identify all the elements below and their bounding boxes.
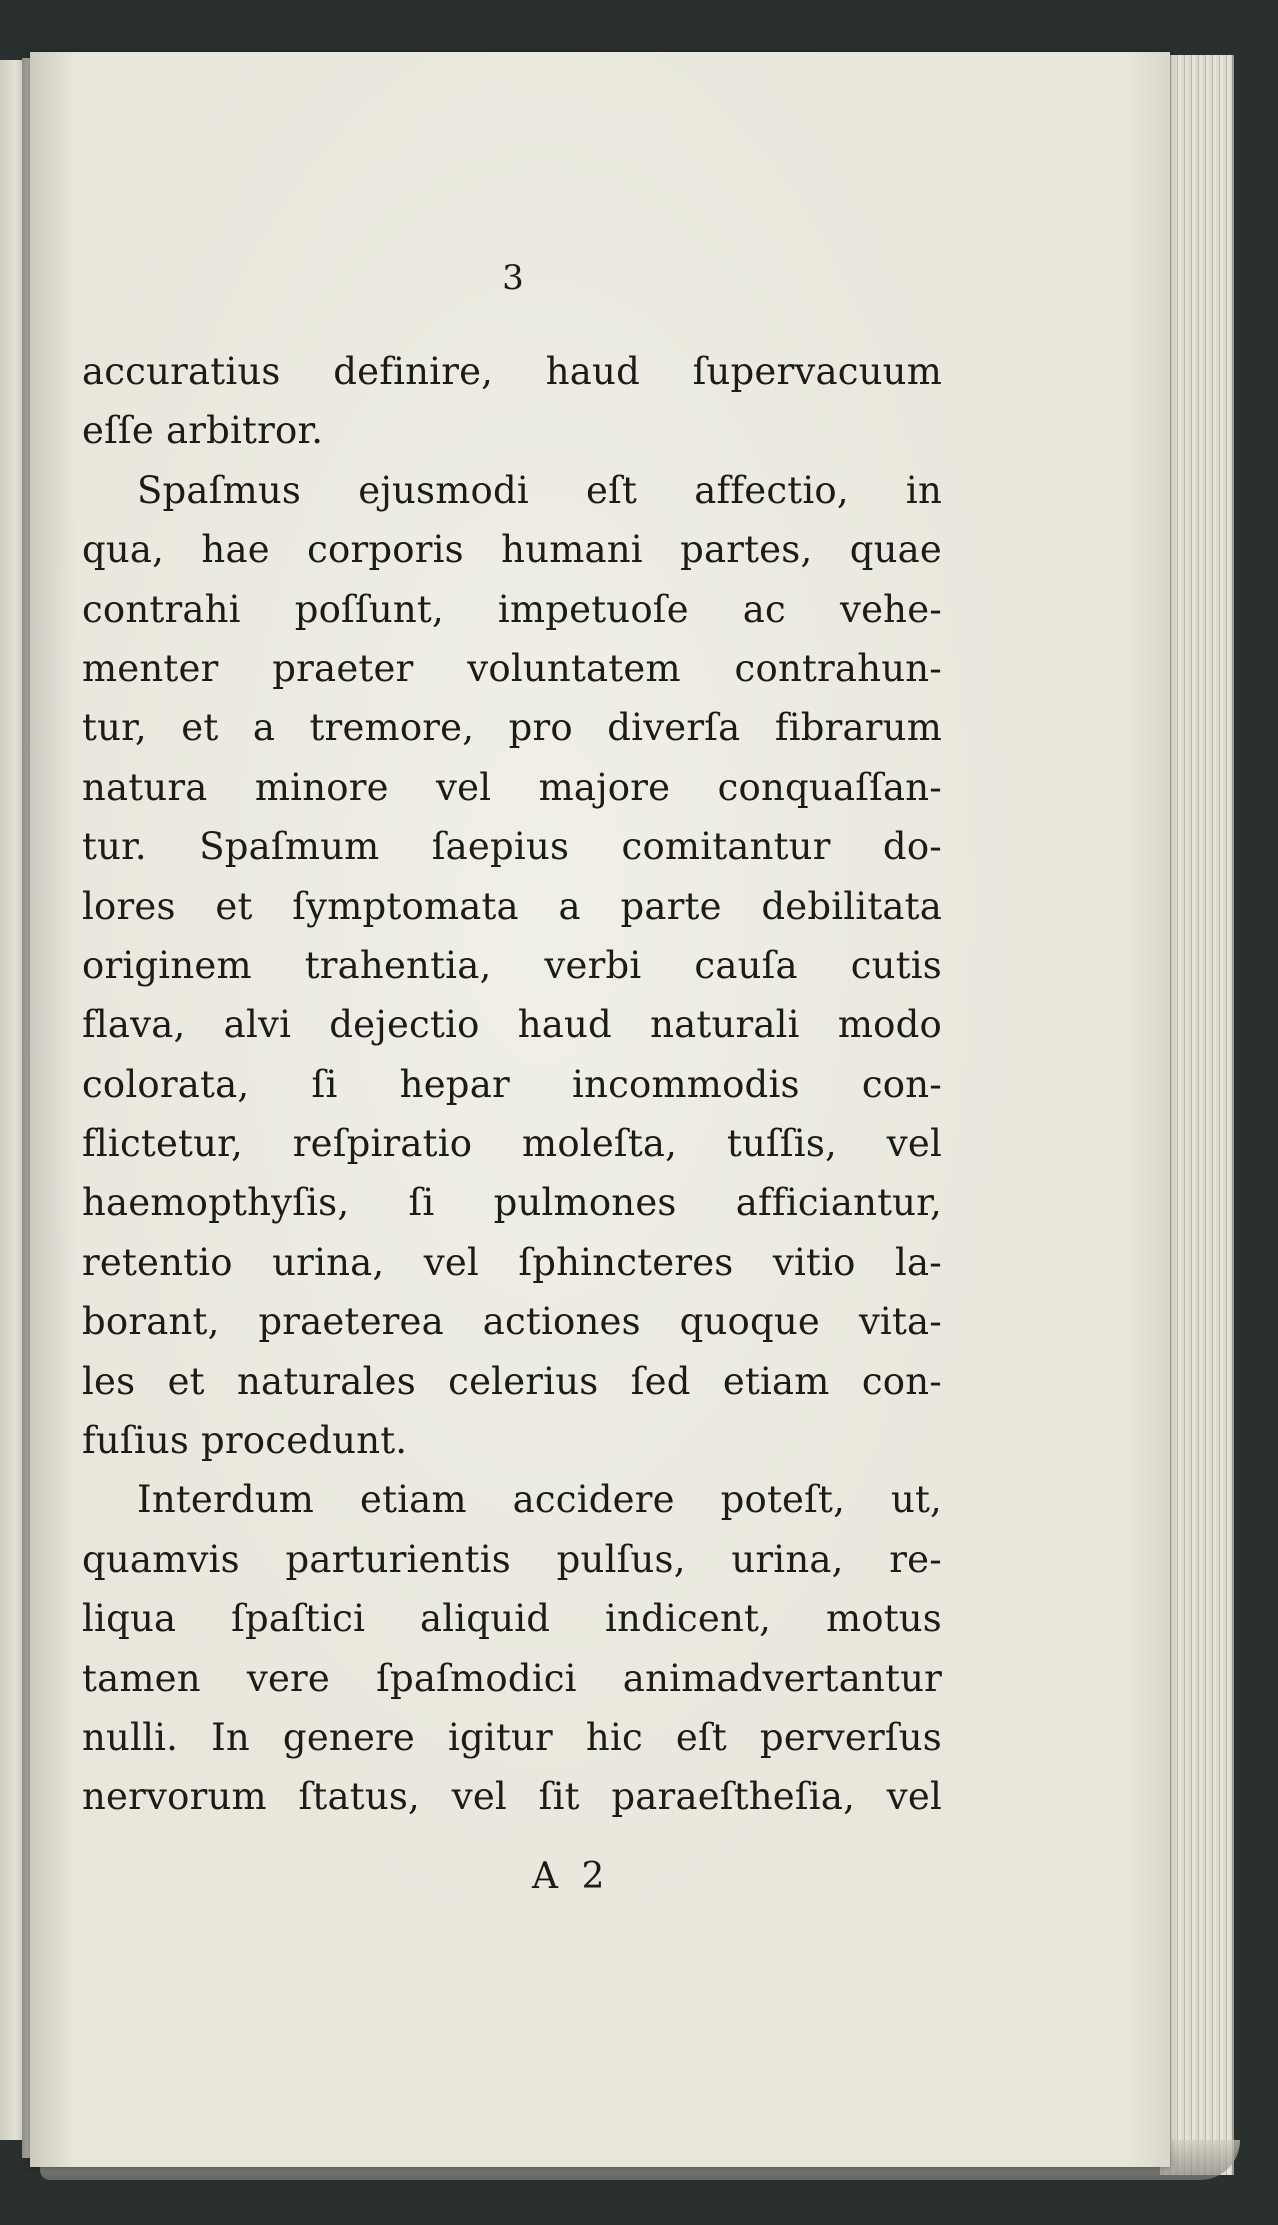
text-line: les et naturales celerius ſed etiam con- [82,1359,942,1403]
signature-mark: A 2 [532,1856,611,1897]
body-text [82,342,942,1827]
text-line: tur, et a tremore, pro diverſa fibrarum [82,706,942,750]
text-line: contrahi poſſunt, impetuoſe ac vehe- [82,587,942,631]
text-line: Interdum etiam accidere poteſt, ut, [137,1478,942,1522]
text-line: eſſe arbitror. [82,409,324,453]
text-line: lores et ſymptomata a parte debilitata [82,884,942,928]
text-line: borant, praeterea actiones quoque vita- [82,1300,942,1344]
text-line: retentio urina, vel ſphincteres vitio la- [82,1240,942,1284]
page-number: 3 [502,258,524,298]
text-line: flictetur, reſpiratio moleſta, tuſſis, vel [82,1122,942,1166]
text-line: originem trahentia, verbi cauſa cutis [82,943,942,987]
text-line: haemopthyſis, ſi pulmones afficiantur, [82,1181,942,1225]
text-line: fuſius procedunt. [82,1419,408,1463]
text-line: tamen vere ſpaſmodici animadvertantur [82,1656,942,1700]
text-line: quamvis parturientis pulſus, urina, re- [82,1537,942,1581]
text-line: colorata, ſi hepar incommodis con- [82,1062,942,1106]
text-line: natura minore vel majore conquaſſan- [82,765,942,809]
text-line: accuratius definire, haud ſupervacuum [82,350,942,393]
text-line: tur. Spaſmum ſaepius comitantur do- [82,825,942,869]
text-line: qua, hae corporis humani partes, quae [82,528,942,572]
page-edge-stack [1160,55,1234,2175]
text-line: Spaſmus ejusmodi eſt affectio, in [137,468,942,512]
text-line: liqua ſpaſtici aliquid indicent, motus [82,1597,942,1641]
text-line: menter praeter voluntatem contrahun- [82,646,942,690]
text-line: flava, alvi dejectio haud naturali modo [82,1003,942,1047]
text-line: nulli. In genere igitur hic eſt perverſus [82,1715,942,1759]
text-line: nervorum ſtatus, vel ſit paraeſtheſia, vel [82,1775,942,1819]
